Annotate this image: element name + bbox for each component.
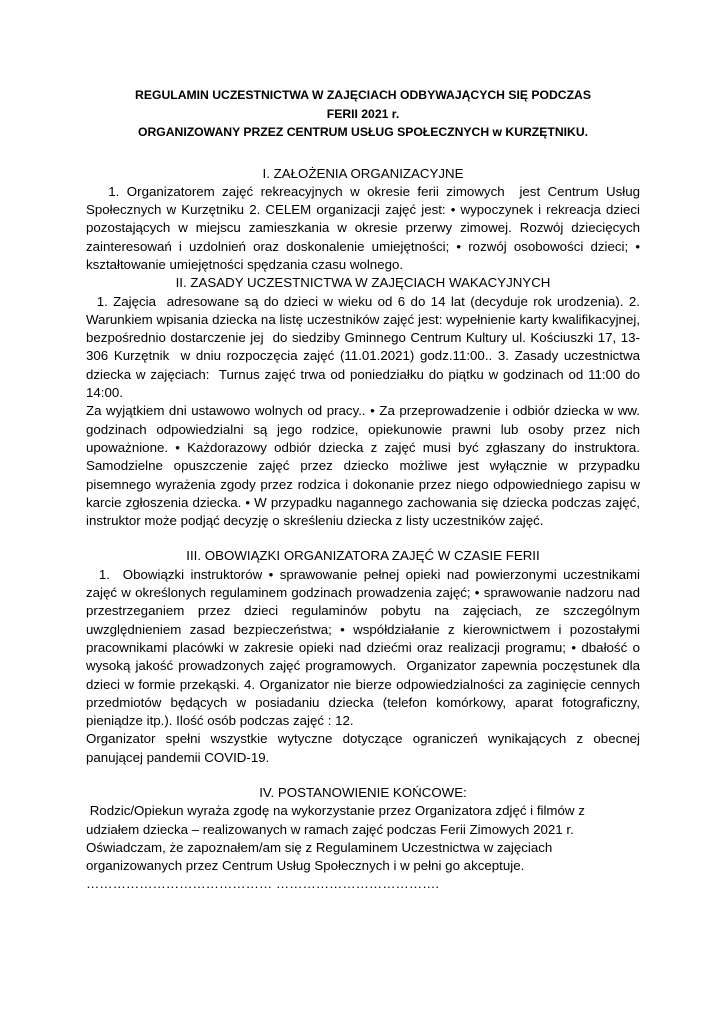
- title-line-1: REGULAMIN UCZESTNICTWA W ZAJĘCIACH ODBYWAJĄCYCH SIĘ PODCZAS: [135, 88, 591, 102]
- document-title: [86, 86, 640, 142]
- signature-line: …………………………………… ……………………………….: [86, 876, 440, 892]
- section-1-heading: I. ZAŁOŻENIA ORGANIZACYJNE: [262, 165, 464, 181]
- section-4-consent: Rodzic/Opiekun wyraża zgodę na wykorzystanie przez Organizatora zdjęć i filmów z udziałem dziecka – realizowanych w ramach zajęć podczas Ferii Zimowych 2021 r.: [86, 803, 589, 837]
- section-2-text-2: Za wyjątkiem dni ustawowo wolnych od pracy.. • Za przeprowadzenie i odbiór dziecka w ww. godzinach odpowiedzialni są jego rodzice, opiekunowie prawni lub osoby przez nich upoważnione. • Każdorazowy odbiór dziecka z zajęć musi być zgłaszany do instruktora. Samodzielne opuszczenie zajęć przez dziecko możliwe jest wyłącznie w przypadku pisemnego wyrażenia zgody przez rodzica i dokonanie przez niego odpowiedniego zapisu w karcie zgłoszenia dziecka. • W przypadku nagannego zachowania się dziecka podczas zajęć, instruktor może podjąć decyzję o skreśleniu dziecka z listy uczestników zajęć.: [86, 403, 640, 529]
- section-1-text: 1. Organizatorem zajęć rekreacyjnych w okresie ferii zimowych jest Centrum Usług Społecznych w Kurzętniku 2. CELEM organizacji zajęć jest: • wypoczynek i rekreacja dzieci pozostających w miejscu zamieszkania w okresie przerwy zimowej. Rozwój dziecięcych zainteresowań i uzdolnień oraz doskonalenie umiejętności; • rozwój osobowości dzieci; • kształtowanie umiejętności spędzania czasu wolnego.: [86, 183, 644, 272]
- title-line-3: ORGANIZOWANY PRZEZ CENTRUM USŁUG SPOŁECZNYCH w KURZĘTNIKU.: [137, 125, 589, 139]
- section-3-text-2: Organizator spełni wszystkie wytyczne dotyczące ograniczeń wynikających z obecnej panującej pandemii COVID-19.: [86, 731, 640, 765]
- section-4-declaration: Oświadczam, że zapoznałem/am się z Regulaminem Uczestnictwa w zajęciach organizowanych przez Centrum Usług Społecznych i w pełni go akceptuje.: [86, 839, 553, 874]
- document-page: [86, 86, 644, 894]
- title-line-2: FERII 2021 r.: [326, 106, 400, 121]
- section-2-heading: II. ZASADY UCZESTNICTWA W ZAJĘCIACH WAKACYJNYCH: [175, 275, 551, 291]
- section-2-text-1: 1. Zajęcia adresowane są do dzieci w wieku od 6 do 14 lat (decyduje rok urodzenia). 2. Warunkiem wpisania dziecka na listę uczestników zajęć jest: wypełnienie karty kwalifikacyjnej, bezpośrednio dostarczenie jej do siedziby Gminnego Centrum Kultury ul. Kościuszki 17, 13-306 Kurzętnik w dniu rozpoczęcia zajęć (11.01.2021) godz.11:00.. 3. Zasady uczestnictwa dziecka w zajęciach: Turnus zajęć trwa od poniedziałku do piątku w godzinach od 11:00 do 14:00.: [86, 293, 644, 401]
- section-3-text-1: 1. Obowiązki instruktorów • sprawowanie pełnej opieki nad powierzonymi uczestnikami zajęć w określonych regulaminem godzinach prowadzenia zajęć; • sprawowanie nadzoru nad przestrzeganiem przez dzieci regulaminów pobytu na zajęciach, ze szczególnym uwzględnieniem zasad bezpieczeństwa; • współdziałanie z kierownictwem i pozostałymi pracownikami placówki w zakresie opieki nad dziećmi oraz realizacji programu; • dbałość o wysoką jakość prowadzonych zajęć programowych. Organizator zapewnia poczęstunek dla dzieci w formie przekąski. 4. Organizator nie bierze odpowiedzialności za zaginięcie cennych przedmiotów będących w posiadaniu dziecka (telefon komórkowy, aparat fotograficzny, pieniądze itp.). Ilość osób podczas zajęć : 12.: [86, 566, 644, 729]
- section-4-heading: IV. POSTANOWIENIE KOŃCOWE:: [259, 785, 467, 800]
- section-3-heading: III. OBOWIĄZKI ORGANIZATORA ZAJĘĆ W CZASIE FERII: [186, 548, 540, 564]
